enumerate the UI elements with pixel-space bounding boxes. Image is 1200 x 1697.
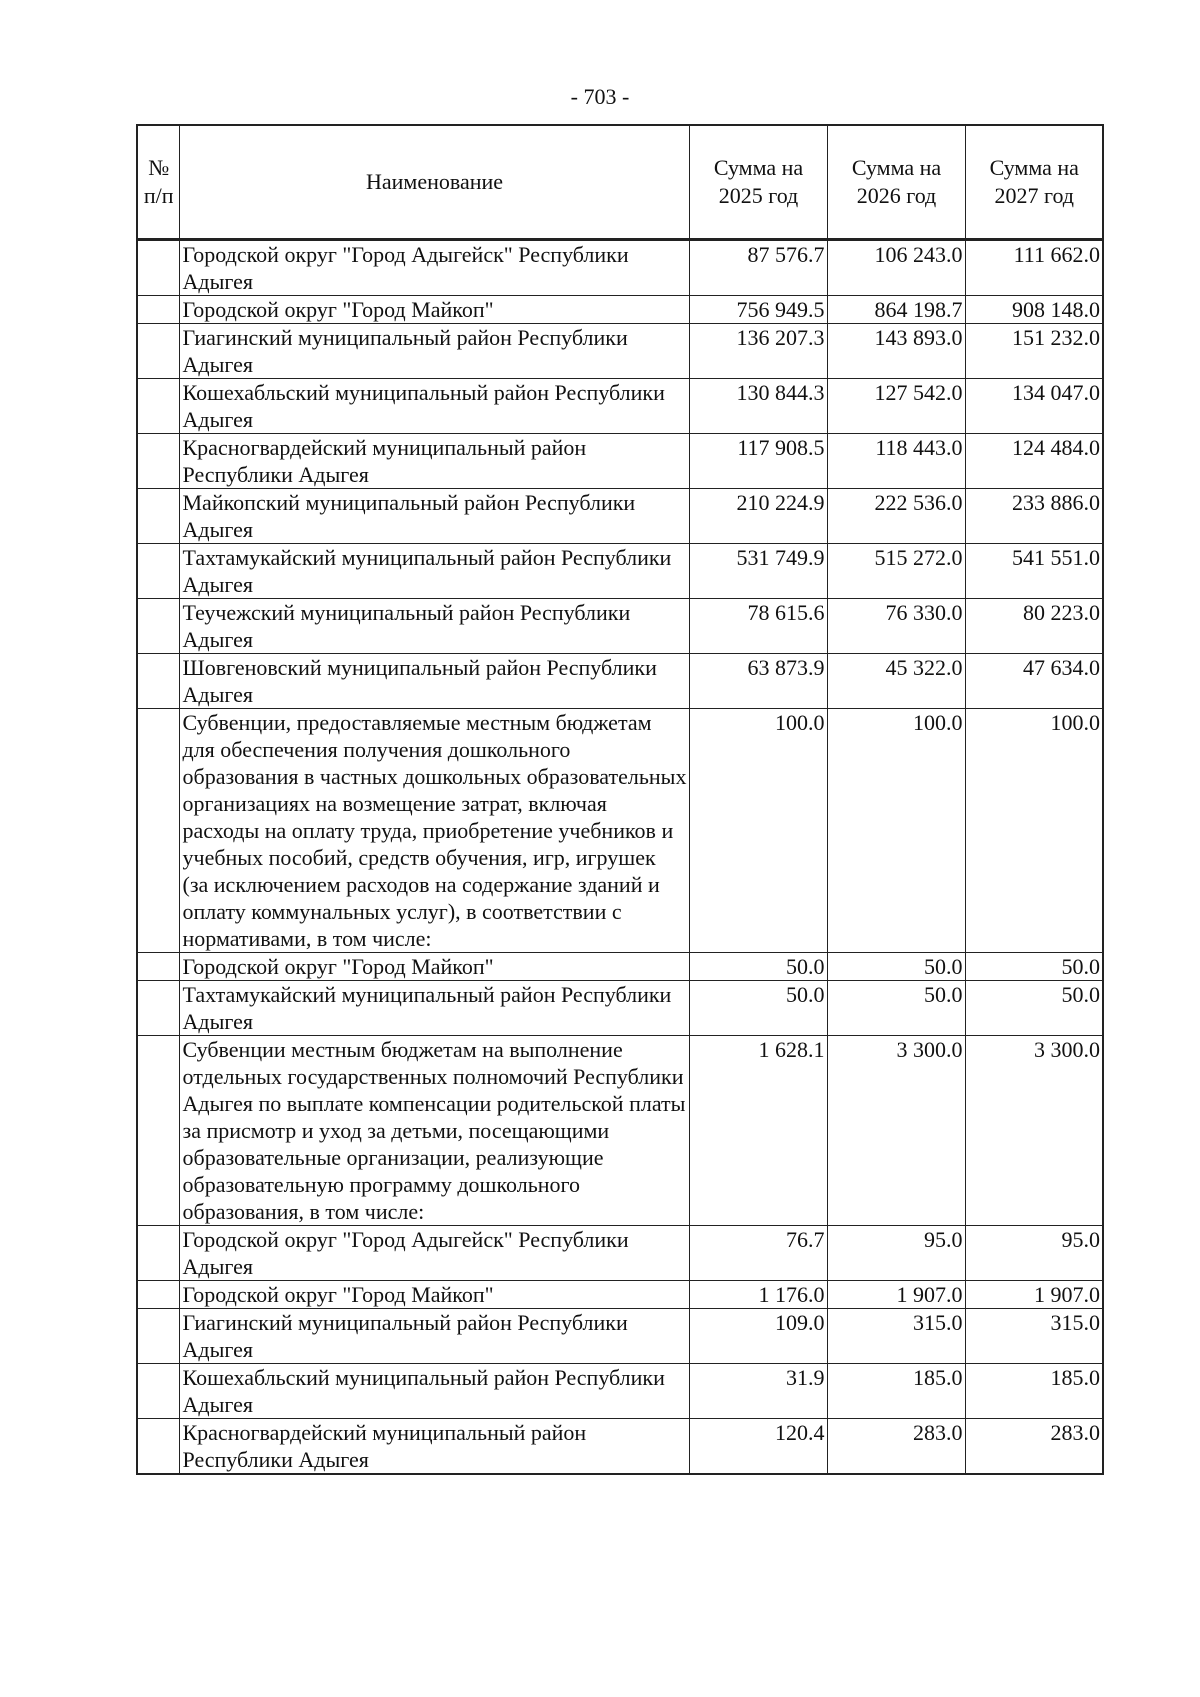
row-2027-cell: 111 662.0 (965, 240, 1103, 296)
row-2026-cell: 76 330.0 (827, 599, 965, 654)
row-2026-cell: 100.0 (827, 709, 965, 953)
table-row (137, 654, 1103, 709)
row-2026-cell: 222 536.0 (827, 489, 965, 544)
row-2025-cell: 63 873.9 (689, 654, 827, 709)
header-name: Наименование (179, 125, 689, 240)
table-row (137, 1281, 1103, 1309)
table-row (137, 1364, 1103, 1419)
row-2025-cell: 756 949.5 (689, 296, 827, 324)
row-index-cell (137, 1226, 179, 1281)
row-2027-cell: 233 886.0 (965, 489, 1103, 544)
row-2025-cell: 76.7 (689, 1226, 827, 1281)
row-2025-cell: 1 628.1 (689, 1036, 827, 1226)
row-index-cell (137, 599, 179, 654)
row-2026-cell: 45 322.0 (827, 654, 965, 709)
row-2027-cell: 134 047.0 (965, 379, 1103, 434)
row-2027-cell: 124 484.0 (965, 434, 1103, 489)
row-name-cell: Гиагинский муниципальный район Республики Адыгея (179, 324, 689, 379)
row-name-cell: Тахтамукайский муниципальный район Республики Адыгея (179, 981, 689, 1036)
row-2025-cell: 50.0 (689, 953, 827, 981)
row-2027-cell: 283.0 (965, 1419, 1103, 1475)
table-row (137, 489, 1103, 544)
row-2025-cell: 531 749.9 (689, 544, 827, 599)
row-2027-cell: 315.0 (965, 1309, 1103, 1364)
row-name-cell: Субвенции, предоставляемые местным бюджетам для обеспечения получения дошкольного образования в частных дошкольных образовательных организациях на возмещение затрат, включая расходы на оплату труда, приобретение учебников и учебных пособий, средств обучения, игр, игрушек (за исключением расходов на содержание зданий и оплату коммунальных услуг), в соответствии с нормативами, в том числе: (179, 709, 689, 953)
row-index-cell (137, 953, 179, 981)
row-name-cell: Майкопский муниципальный район Республики Адыгея (179, 489, 689, 544)
row-2026-cell: 1 907.0 (827, 1281, 965, 1309)
row-2027-cell: 100.0 (965, 709, 1103, 953)
row-index-cell (137, 379, 179, 434)
row-index-cell (137, 296, 179, 324)
row-name-cell: Тахтамукайский муниципальный район Республики Адыгея (179, 544, 689, 599)
row-index-cell (137, 654, 179, 709)
table-row (137, 1419, 1103, 1475)
row-name-cell: Кошехабльский муниципальный район Республики Адыгея (179, 379, 689, 434)
row-name-cell: Красногвардейский муниципальный район Республики Адыгея (179, 434, 689, 489)
row-2027-cell: 47 634.0 (965, 654, 1103, 709)
row-2025-cell: 210 224.9 (689, 489, 827, 544)
page-number: - 703 - (570, 84, 630, 109)
row-index-cell (137, 1419, 179, 1475)
table-row (137, 1036, 1103, 1226)
row-2025-cell: 31.9 (689, 1364, 827, 1419)
row-index-cell (137, 324, 179, 379)
row-2027-cell: 1 907.0 (965, 1281, 1103, 1309)
row-2026-cell: 143 893.0 (827, 324, 965, 379)
table-row (137, 709, 1103, 953)
table-row (137, 599, 1103, 654)
row-2027-cell: 50.0 (965, 981, 1103, 1036)
row-2027-cell: 908 148.0 (965, 296, 1103, 324)
row-2026-cell: 127 542.0 (827, 379, 965, 434)
header-2026: Сумма на 2026 год (827, 125, 965, 240)
row-name-cell: Кошехабльский муниципальный район Республики Адыгея (179, 1364, 689, 1419)
row-name-cell: Городской округ "Город Майкоп" (179, 1281, 689, 1309)
row-2025-cell: 100.0 (689, 709, 827, 953)
table-row (137, 240, 1103, 296)
row-index-cell (137, 1281, 179, 1309)
row-2025-cell: 130 844.3 (689, 379, 827, 434)
table-row (137, 379, 1103, 434)
row-2027-cell: 151 232.0 (965, 324, 1103, 379)
row-index-cell (137, 240, 179, 296)
row-name-cell: Красногвардейский муниципальный район Республики Адыгея (179, 1419, 689, 1475)
row-2025-cell: 117 908.5 (689, 434, 827, 489)
row-2026-cell: 3 300.0 (827, 1036, 965, 1226)
row-2027-cell: 185.0 (965, 1364, 1103, 1419)
row-index-cell (137, 981, 179, 1036)
row-2025-cell: 120.4 (689, 1419, 827, 1475)
table-row (137, 324, 1103, 379)
table-row (137, 1309, 1103, 1364)
row-2027-cell: 3 300.0 (965, 1036, 1103, 1226)
row-name-cell: Субвенции местным бюджетам на выполнение отдельных государственных полномочий Республики Адыгея по выплате компенсации родительской платы за присмотр и уход за детьми, посещающими образовательные организации, реализующие образовательную программу дошкольного образования, в том числе: (179, 1036, 689, 1226)
row-name-cell: Городской округ "Город Майкоп" (179, 953, 689, 981)
row-index-cell (137, 709, 179, 953)
row-2027-cell: 80 223.0 (965, 599, 1103, 654)
row-2027-cell: 95.0 (965, 1226, 1103, 1281)
table-body (137, 240, 1103, 1475)
row-2026-cell: 515 272.0 (827, 544, 965, 599)
row-2027-cell: 541 551.0 (965, 544, 1103, 599)
row-2026-cell: 118 443.0 (827, 434, 965, 489)
row-2025-cell: 87 576.7 (689, 240, 827, 296)
table-row (137, 981, 1103, 1036)
row-name-cell: Городской округ "Город Адыгейск" Республики Адыгея (179, 240, 689, 296)
row-name-cell: Теучежский муниципальный район Республики Адыгея (179, 599, 689, 654)
row-index-cell (137, 434, 179, 489)
row-2025-cell: 109.0 (689, 1309, 827, 1364)
row-2026-cell: 106 243.0 (827, 240, 965, 296)
row-2026-cell: 864 198.7 (827, 296, 965, 324)
row-index-cell (137, 1309, 179, 1364)
header-2025: Сумма на 2025 год (689, 125, 827, 240)
row-2026-cell: 50.0 (827, 953, 965, 981)
row-index-cell (137, 544, 179, 599)
table-row (137, 953, 1103, 981)
table-row (137, 434, 1103, 489)
row-name-cell: Городской округ "Город Адыгейск" Республики Адыгея (179, 1226, 689, 1281)
table-row (137, 1226, 1103, 1281)
row-2026-cell: 283.0 (827, 1419, 965, 1475)
row-index-cell (137, 1364, 179, 1419)
row-name-cell: Шовгеновский муниципальный район Республики Адыгея (179, 654, 689, 709)
table-row (137, 296, 1103, 324)
header-index: № п/п (137, 125, 179, 240)
row-name-cell: Гиагинский муниципальный район Республики Адыгея (179, 1309, 689, 1364)
row-2025-cell: 50.0 (689, 981, 827, 1036)
row-index-cell (137, 1036, 179, 1226)
row-2026-cell: 185.0 (827, 1364, 965, 1419)
table-header (137, 125, 1103, 240)
row-2026-cell: 315.0 (827, 1309, 965, 1364)
header-2027: Сумма на 2027 год (965, 125, 1103, 240)
row-2025-cell: 136 207.3 (689, 324, 827, 379)
row-2025-cell: 78 615.6 (689, 599, 827, 654)
row-2025-cell: 1 176.0 (689, 1281, 827, 1309)
row-2027-cell: 50.0 (965, 953, 1103, 981)
row-index-cell (137, 489, 179, 544)
table-row (137, 544, 1103, 599)
row-name-cell: Городской округ "Город Майкоп" (179, 296, 689, 324)
row-2026-cell: 95.0 (827, 1226, 965, 1281)
row-2026-cell: 50.0 (827, 981, 965, 1036)
budget-table (136, 124, 1104, 1475)
